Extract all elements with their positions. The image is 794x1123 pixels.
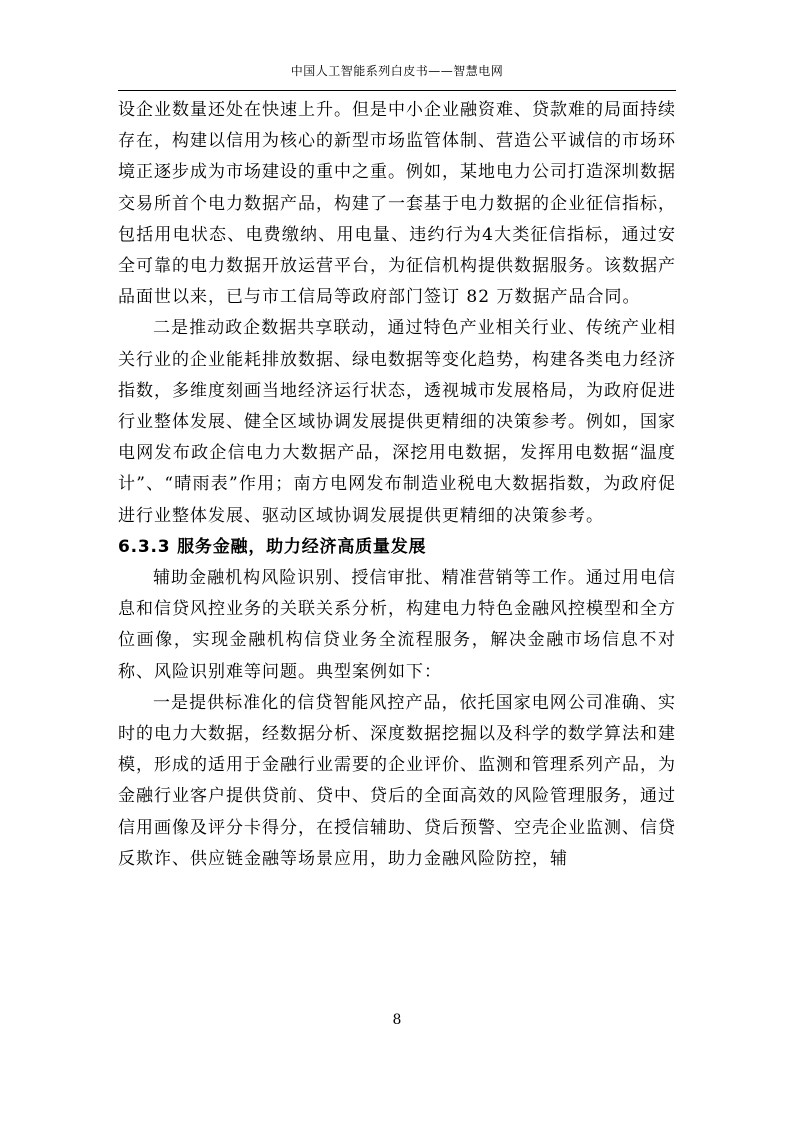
paragraph-credit-risk-product: 一是提供标准化的信贷智能风控产品，依托国家电网公司准确、实时的电力大数据，经数据分析、深度数据挖掘以及科学的数学算法和建模，形成的适用于金融行业需要的企业评价、监测和管理系列产品，为金融行业客户提供贷前、贷中、贷后的全面高效的风险管理服务，通过信用画像及评分卡得分，在授信辅助、贷后预警、空壳企业监测、信贷反欺诈、供应链金融等场景应用，助力金融风险防控，辅 <box>118 692 676 869</box>
running-header <box>118 58 676 91</box>
page-body <box>118 95 676 875</box>
paragraph-credit-data-product: 设企业数量还处在快速上升。但是中小企业融资难、贷款难的局面持续存在，构建以信用为核心的新型市场监管体制、营造公平诚信的市场环境正逐步成为市场建设的重中之重。例如，某地电力公司打造深圳数据交易所首个电力数据产品，构建了一套基于电力数据的企业征信指标，包括用电状态、电费缴纳、用电量、违约行为4大类征信指标，通过安全可靠的电力数据开放运营平台，为征信机构提供数据服务。该数据产品面世以来，已与市工信局等政府部门签订 82 万数据产品合同。 <box>118 100 676 308</box>
header-title: 中国人工智能系列白皮书——智慧电网 <box>290 64 504 78</box>
page-number: 8 <box>392 1012 402 1028</box>
paragraph-government-data-sharing: 二是推动政企数据共享联动，通过特色产业相关行业、传统产业相关行业的企业能耗排放数据、绿电数据等变化趋势，构建各类电力经济指数，多维度刻画当地经济运行状态，透视城市发展格局，为政府促进行业整体发展、健全区域协调发展提供更精细的决策参考。例如，国家电网发布政企信电力大数据产品，深挖用电数据，发挥用电数据“温度计”、“晴雨表”作用；南方电网发布制造业税电大数据指数，为政府促进行业整体发展、驱动区域协调发展提供更精细的决策参考。 <box>118 318 676 526</box>
section-heading-6-3-3: 6.3.3 服务金融，助力经济高质量发展 <box>118 536 427 557</box>
paragraph-financial-risk-intro: 辅助金融机构风险识别、授信审批、精准营销等工作。通过用电信息和信贷风控业务的关联关系分析，构建电力特色金融风控模型和全方位画像，实现金融机构信贷业务全流程服务，解决金融市场信息不对称、风险识别难等问题。典型案例如下： <box>118 568 676 682</box>
